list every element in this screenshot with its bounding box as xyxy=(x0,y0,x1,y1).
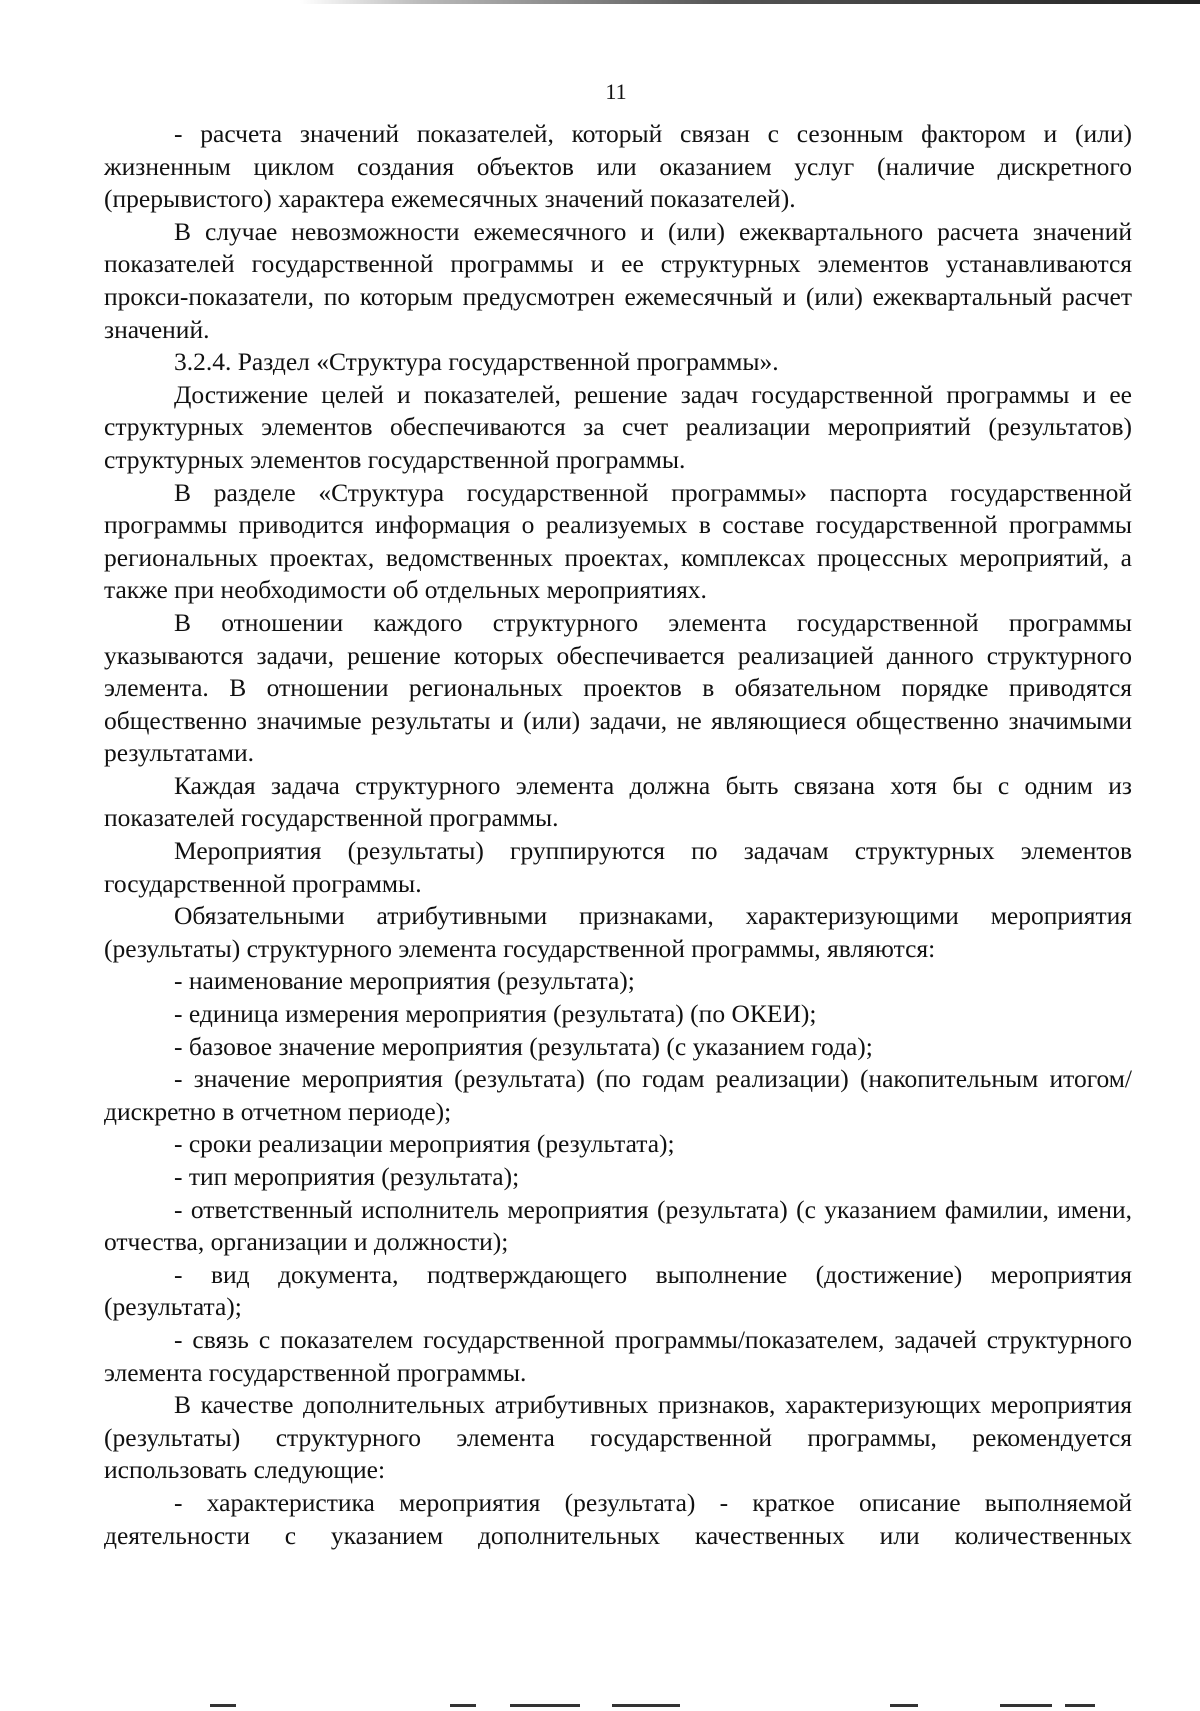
paragraph: Достижение целей и показателей, решение задач государственной программы и ее структурных элементов обеспечиваются за счет реализации мероприятий (результатов) структурных элементов государственной программы. xyxy=(104,379,1132,474)
paragraph: В случае невозможности ежемесячного и (или) ежеквартального расчета значений показателей государственной программы и ее структурных элементов устанавливаются прокси-показатели, по которым предусмотрен ежемесячный и (или) ежеквартальный расчет значений. xyxy=(104,216,1132,344)
document-body xyxy=(104,118,1132,1552)
paragraph: В разделе «Структура государственной программы» паспорта государственной программы приводится информация о реализуемых в составе государственной программы региональных проектах, ведомственных проектах, комплексах процессных мероприятий, а также при необходимости об отдельных мероприятиях. xyxy=(104,477,1132,605)
list-item: - тип мероприятия (результата); xyxy=(174,1162,520,1191)
bottom-scan-edge xyxy=(0,1702,1200,1711)
list-item: - связь с показателем государственной программы/показателем, задачей структурного элемента государственной программы. xyxy=(104,1324,1132,1387)
paragraph: В отношении каждого структурного элемента государственной программы указываются задачи, решение которых обеспечивается реализацией данного структурного элемента. В отношении региональных проектов в обязательном порядке приводятся общественно значимые результаты и (или) задачи, не являющиеся общественно значимыми результатами. xyxy=(104,607,1132,768)
list-item: - сроки реализации мероприятия (результата); xyxy=(174,1129,675,1159)
list-item: - единица измерения мероприятия (результата) (по ОКЕИ); xyxy=(174,999,817,1029)
paragraph: В качестве дополнительных атрибутивных признаков, характеризующих мероприятия (результаты) структурного элемента государственной программы, рекомендуется использовать следующие: xyxy=(104,1390,1132,1485)
list-item: - вид документа, подтверждающего выполнение (достижение) мероприятия (результата); xyxy=(104,1259,1132,1322)
paragraph: - расчета значений показателей, который связан с сезонным фактором и (или) жизненным циклом создания объектов или оказанием услуг (наличие дискретного (прерывистого) характера ежемесячных значений показателей). xyxy=(104,119,1132,214)
list-item: - характеристика мероприятия (результата) - краткое описание выполняемой деятельности с указанием дополнительных качественных или количественных xyxy=(104,1487,1132,1550)
paragraph: Мероприятия (результаты) группируются по задачам структурных элементов государственной программы. xyxy=(104,836,1132,898)
list-item: - значение мероприятия (результата) (по годам реализации) (накопительным итогом/дискретно в отчетном периоде); xyxy=(104,1064,1132,1126)
page-number: 11 xyxy=(605,79,627,104)
section-heading: 3.2.4. Раздел «Структура государственной программы». xyxy=(174,347,779,377)
paragraph: Обязательными атрибутивными признаками, характеризующими мероприятия (результаты) структурного элемента государственной программы, являются: xyxy=(104,901,1132,963)
list-item: - наименование мероприятия (результата); xyxy=(174,966,635,996)
list-item: - базовое значение мероприятия (результата) (с указанием года); xyxy=(174,1031,873,1061)
paragraph: Каждая задача структурного элемента должна быть связана хотя бы с одним из показателей государственной программы. xyxy=(104,770,1132,833)
list-item: - ответственный исполнитель мероприятия (результата) (с указанием фамилии, имени, отчества, организации и должности); xyxy=(104,1194,1132,1257)
top-scan-edge xyxy=(0,0,1200,4)
